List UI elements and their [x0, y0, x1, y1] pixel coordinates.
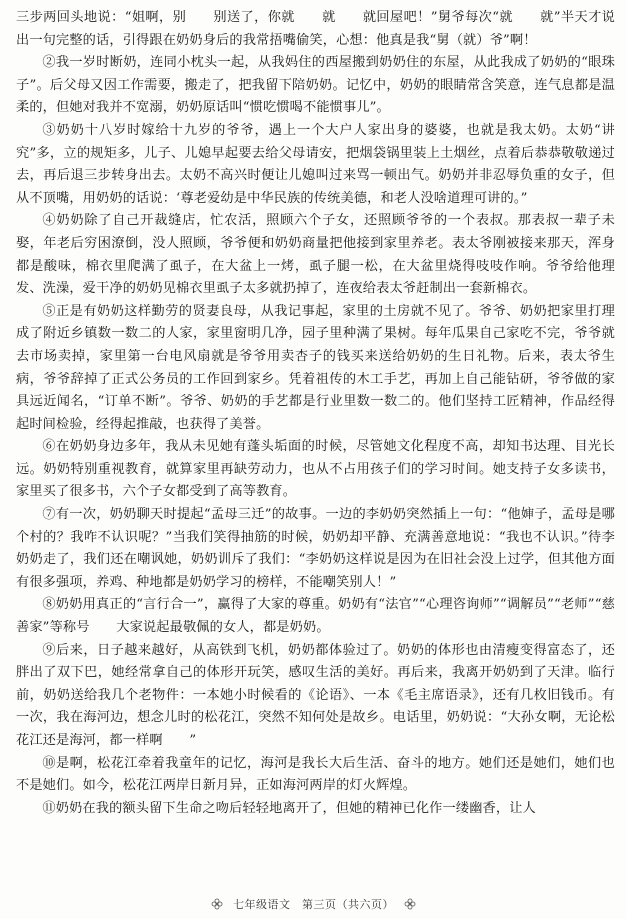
paragraph-6: ⑥在奶奶身边多年，我从未见她有蓬头垢面的时候，尽管她文化程度不高，却知书达理、目光长远。奶奶特别重视教育，就算家里再缺劳动力，也从不占用孩子们的学习时间。她支持子女多读书，家里买了很多书，六个子女都受到了高等教育。 — [16, 439, 615, 500]
flower-icon — [211, 898, 223, 910]
paragraph-9: ⑨后来，日子越来越好，从高铁到飞机，奶奶都体验过了。奶奶的体形也由清瘦变得富态了，还胖出了双下巴，她经常拿自己的体形开玩笑，感叹生活的美好。再后来，我离开奶奶到了天津。临行前，奶奶送给我几个老物件：一本她小时候看的《论语》、一本《毛主席语录》，还有几枚旧钱币。有一次，我在海河边，想念儿时的松花江，突然不知何处是故乡。电话里，奶奶说：“大孙女啊，无论松花江还是海河，都一样啊 ” — [16, 642, 615, 748]
paragraph-7: ⑦有一次，奶奶聊天时提起“孟母三迁”的故事。一边的李奶奶突然插上一句：“他婶子，孟母是哪个村的？我咋不认识呢？”当我们笑得抽筋的时候，奶奶却平静、充满善意地说：“我也不认识。”待李奶奶走了，我们还在嘲讽她，奶奶训斥了我们：“李奶奶这样说是因为在旧社会没上过学，但其他方面有很多强项，养鸡、种地都是奶奶学习的榜样，不能嘲笑别人！” — [16, 507, 615, 590]
page-number-label: 七年级语文 第三页（共六页） — [233, 898, 394, 911]
flower-icon — [404, 898, 416, 910]
paragraph-2: ②我一岁时断奶，连同小枕头一起，从我妈住的西屋搬到奶奶住的东屋，从此我成了奶奶的“眼珠子”。后父母又因工作需要，搬走了，把我留下陪奶奶。记忆中，奶奶的眼睛常含笑意，连气息都是温柔的，但她对我并不宽溺，奶奶原话叫“惯吃惯喝不能惯事儿”。 — [16, 55, 615, 116]
paragraph-10: ⑩是啊，松花江牵着我童年的记忆，海河是我长大后生活、奋斗的地方。她们还是她们，她们也不是她们。如今，松花江两岸日新月异，正如海河两岸的灯火辉煌。 — [16, 755, 615, 794]
paragraph-continuation: 三步两回头地说：“姐啊，别 别送了，你就 就 就回屋吧！”舅爷每次“就 就”半天才说出一句完整的话，引得跟在奶奶身后的我常捂嘴偷笑，心想：他真是我“舅（就）爷”啊！ — [16, 10, 615, 48]
page-footer — [0, 895, 627, 913]
essay-text — [16, 7, 615, 820]
paragraph-5: ⑤正是有奶奶这样勤劳的贤妻良母，从我记事起，家里的土房就不见了。爷爷、奶奶把家里打理成了附近乡镇数一数二的人家，家里窗明几净，园子里种满了果树。每年瓜果自己家吃不完，爷爷就去市场卖掉，家里第一台电风扇就是爷爷用卖杏子的钱买来送给奶奶的生日礼物。后来，表太爷生病，爷爷辞掉了正式公务员的工作回到家乡。凭着祖传的木工手艺，再加上自己能钻研，爷爷做的家具远近闻名，“订单不断”。爷爷、奶奶的手艺都是行业里数一数二的。他们坚持工匠精神，作品经得起时间检验，经得起推敲，也获得了美誉。 — [16, 303, 615, 432]
paragraph-8: ⑧奶奶用真正的“言行合一”，赢得了大家的尊重。奶奶有“法官”“心理咨询师”“调解员”“老师”“慈善家”等称号 大家说起最敬佩的女人，都是奶奶。 — [16, 597, 615, 636]
paragraph-4: ④奶奶除了自己开裁缝店，忙农活，照顾六个子女，还照顾爷爷的一个表叔。那表叔一辈子未娶，年老后穷困潦倒，没人照顾，爷爷便和奶奶商量把他接到家里养老。表太爷刚被接来那天，浑身都是酸味，棉衣里爬满了虱子，在大盆上一烤，虱子腿一松，在大盆里烧得吱吱作响。爷爷给他理发、洗澡，爱干净的奶奶见棉衣里虱子太多就扔掉了，连夜给表太爷赶制出一套新棉衣。 — [16, 213, 615, 297]
paragraph-3: ③奶奶十八岁时嫁给十九岁的爷爷，遇上一个大户人家出身的婆婆，也就是我太奶。太奶“讲究”多，立的规矩多，儿子、儿媳早起要去给父母请安，把烟袋锅里装上土烟丝，点着后恭恭敬敬递过去，再后退三步转身出去。太奶不高兴时便让儿媳叫过来骂一顿出气。奶奶并非忍辱负重的女子，但从不顶嘴，用奶奶的话说：‘尊老爱幼是中华民族的传统美德，和老人没啥道理可讲的。” — [16, 122, 615, 206]
paragraph-11: ⑪奶奶在我的额头留下生命之吻后轻轻地离开了，但她的精神已化作一缕幽香，让人 — [42, 800, 536, 816]
